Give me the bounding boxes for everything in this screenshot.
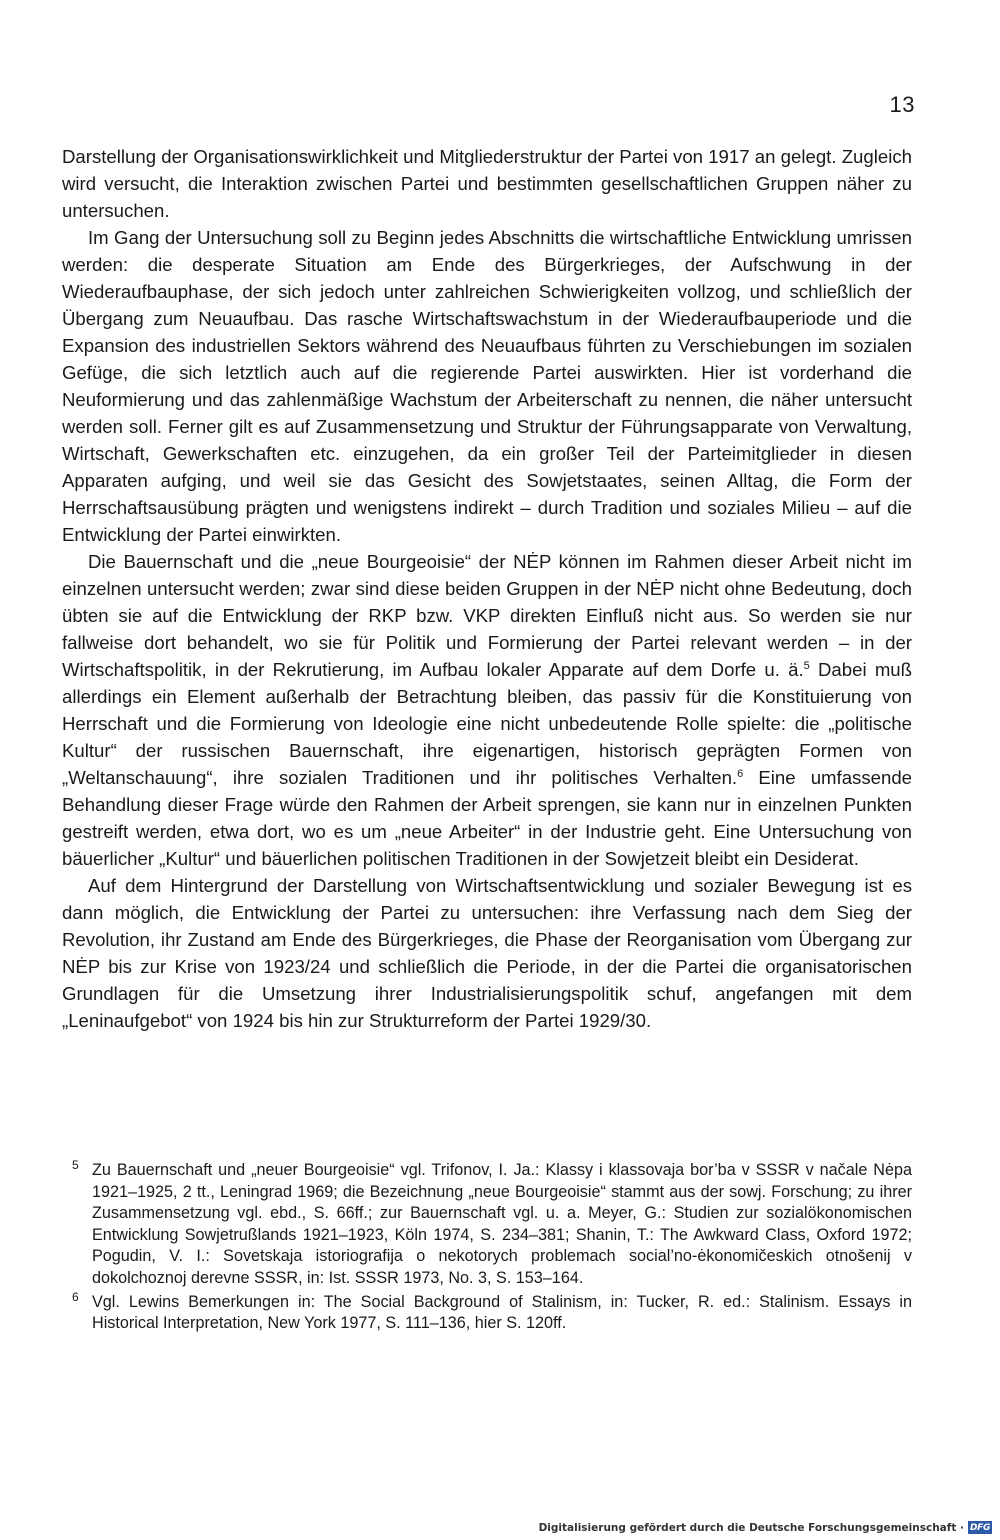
footnote-marker: 6 [72, 1289, 79, 1304]
footnote-text: Zu Bauernschaft und „neuer Bourgeoisie“ vgl. Trifonov, I. Ja.: Klassy i klassovaja bor’ba v SSSR v načale Nėpa 1921–1925, 2 tt., Leningrad 1969; die Bezeichnung „neue Bourgeoisie“ stammt aus der sowj. Forschung; zu ihrer Zusammensetzung vgl. ebd., S. 66ff.; zur Bauernschaft vgl. u. a. Meyer, G.: Studien zur sozialökonomischen Entwicklung Sowjetrußlands 1921–1923, Köln 1974, S. 234–381; Shanin, T.: The Awkward Class, Oxford 1972; Pogudin, V. I.: Sovetskaja istoriografija o nekotorych problemach social’no-ėkonomičeskich otnošenij v dokolchoznoj derevne SSSR, in: Ist. SSSR 1973, No. 3, S. 153–164. [92, 1161, 912, 1287]
footnote-6 [70, 1289, 912, 1335]
paragraph-3-part-2: Dabei muß allerdings ein Element außerhalb der Betrachtung bleiben, das passiv für die Konstituierung von Herrschaft und die Formierung von Ideologie eine nicht unbedeutende Rolle spielte: die „politische Kultur“ der russischen Bauernschaft, ihre eigenartigen, historisch geprägten Formen von „Weltanschauung“, ihre sozialen Traditionen und ihr politisches Verhalten. [62, 659, 913, 788]
body-text [62, 143, 912, 1034]
paragraph-2: Im Gang der Untersuchung soll zu Beginn jedes Abschnitts die wirtschaftliche Entwicklung umrissen werden: die desperate Situation am Ende des Bürgerkrieges, der Aufschwung in der Wiederaufbauphase, der sich jedoch unter zahlreichen Schwierigkeiten vollzog, und schließlich der Übergang zum Neuaufbau. Das rasche Wirtschaftswachstum in der Wiederaufbauperiode und die Expansion des industriellen Sektors während des Neuaufbaus führten zu Verschiebungen im sozialen Gefüge, die sich letztlich auch auf die regierende Partei auswirkten. Hier ist vorderhand die Neuformierung und das zahlenmäßige Wachstum der Arbeiterschaft zu nennen, die näher untersucht werden soll. Ferner gilt es auf Zusammensetzung und Struktur der Führungsapparate von Verwaltung, Wirtschaft, Gewerkschaften etc. einzugehen, da ein großer Teil der Parteimitglieder in diesen Apparaten aufging, und weil sie das Gesicht des Sowjetstaates, seinen Alltag, die Form der Herrschaftsausübung prägten und wenigstens indirekt – durch Tradition und soziales Milieu – auf die Entwicklung der Partei einwirkten. [62, 227, 912, 545]
footnote-ref-5[interactable]: 5 [803, 660, 810, 672]
paragraph-3 [62, 548, 912, 872]
footer-credit: Digitalisierung gefördert durch die Deutsche Forschungsgemeinschaft · [538, 1521, 964, 1534]
footnote-ref-6[interactable]: 6 [737, 768, 744, 780]
paragraph-1: Darstellung der Organisationswirklichkeit und Mitgliederstruktur der Partei von 1917 an gelegt. Zugleich wird versucht, die Interaktion zwischen Partei und bestimmten gesellschaftlichen Gruppen näher zu untersuchen. [62, 146, 912, 221]
page-number: 13 [889, 92, 915, 117]
digitization-footer [539, 1521, 992, 1534]
footnote-text: Vgl. Lewins Bemerkungen in: The Social Background of Stalinism, in: Tucker, R. ed.: Stalinism. Essays in Historical Interpretation, New York 1977, S. 111–136, hier S. 120ff. [92, 1292, 912, 1333]
dfg-logo-icon: DFG [969, 1522, 991, 1533]
footnote-5 [70, 1160, 912, 1290]
paragraph-4: Auf dem Hintergrund der Darstellung von Wirtschaftsentwicklung und sozialer Bewegung ist es dann möglich, die Entwicklung der Partei zu untersuchen: ihre Verfassung nach dem Sieg der Revolution, ihr Zustand am Ende des Bürgerkrieges, die Phase der Reorganisation vom Übergang zur NĖP bis zur Krise von 1923/24 und schließlich die Periode, in der die Partei die organisatorischen Grundlagen für die Umsetzung ihrer Industrialisierungspolitik schuf, angefangen mit dem „Leninaufgebot“ von 1924 bis hin zur Strukturreform der Partei 1929/30. [62, 875, 912, 1031]
footnote-marker: 5 [72, 1158, 79, 1172]
footnotes [70, 1160, 912, 1337]
paragraph-3-part-3: Eine umfassende Behandlung dieser Frage würde den Rahmen der Arbeit sprengen, sie kann nur in einzelnen Punkten gestreift werden, etwa dort, wo es um „neue Arbeiter“ in der Industrie geht. Eine Untersuchung von bäuerlicher „Kultur“ und bäuerlichen politischen Traditionen in der Sowjetzeit bleibt ein Desiderat. [62, 767, 912, 869]
paragraph-3-part-1: Die Bauernschaft und die „neue Bourgeoisie“ der NĖP können im Rahmen dieser Arbeit nicht im einzelnen untersucht werden; zwar sind diese beiden Gruppen in der NĖP nicht ohne Bedeutung, doch übten sie auf die Entwicklung der RKP bzw. VKP direkten Einfluß nicht aus. So werden sie nur fallweise dort behandelt, wo sie für Politik und Formierung der Partei relevant werden – in der Wirtschaftspolitik, in der Rekrutierung, im Aufbau lokaler Apparate auf dem Dorfe u. ä. [62, 551, 912, 680]
